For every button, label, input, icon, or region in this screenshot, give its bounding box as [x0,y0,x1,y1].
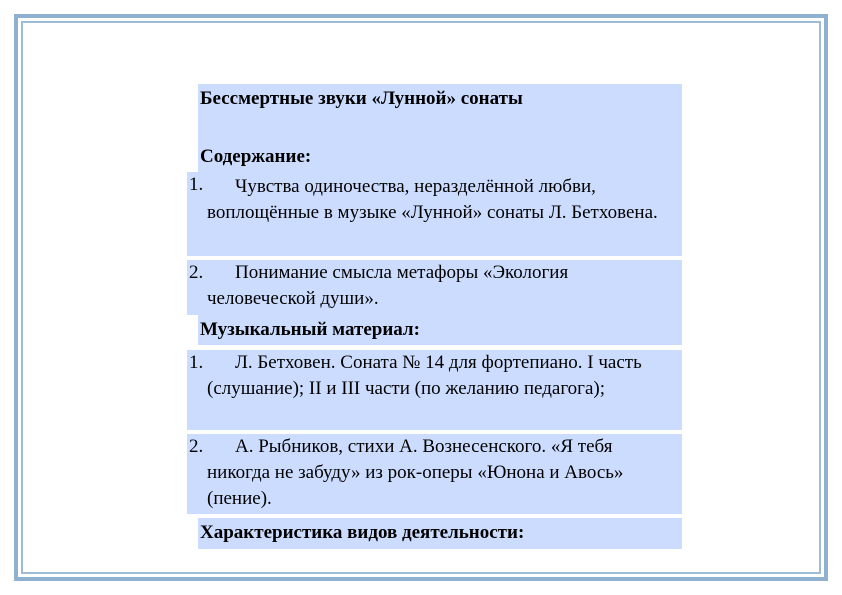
list-item [187,434,682,514]
activities-heading: Характеристика видов деятельности: [198,518,682,549]
list-item-number: 1. [189,352,204,373]
music-heading: Музыкальный материал: [198,315,682,345]
page-title: Бессмертные звуки «Лунной» сонаты [200,88,523,109]
list-item-text: Понимание смысла метафоры «Экология человеческой души». [207,262,569,309]
list-item-text: А. Рыбников, стихи А. Вознесенского. «Я тебя никогда не забуду» из рок-оперы «Юнона и Авось» (пение). [207,436,624,509]
title-spacer [200,114,682,142]
list-item [187,350,682,430]
contents-heading: Содержание: [200,146,312,167]
title-block [198,84,682,172]
list-item [187,260,682,315]
list-item-number: 2. [189,262,204,283]
list-item-text: Чувства одиночества, неразделённой любви, воплощённые в музыке «Лунной» сонаты Л. Бетховена. [207,176,658,223]
list-item-number: 1. [189,174,204,195]
list-item-text: Л. Бетховен. Соната № 14 для фортепиано. I часть (слушание); II и III части (по желанию педагога); [207,352,642,399]
list-item-number: 2. [189,436,204,457]
list-item [187,172,682,256]
